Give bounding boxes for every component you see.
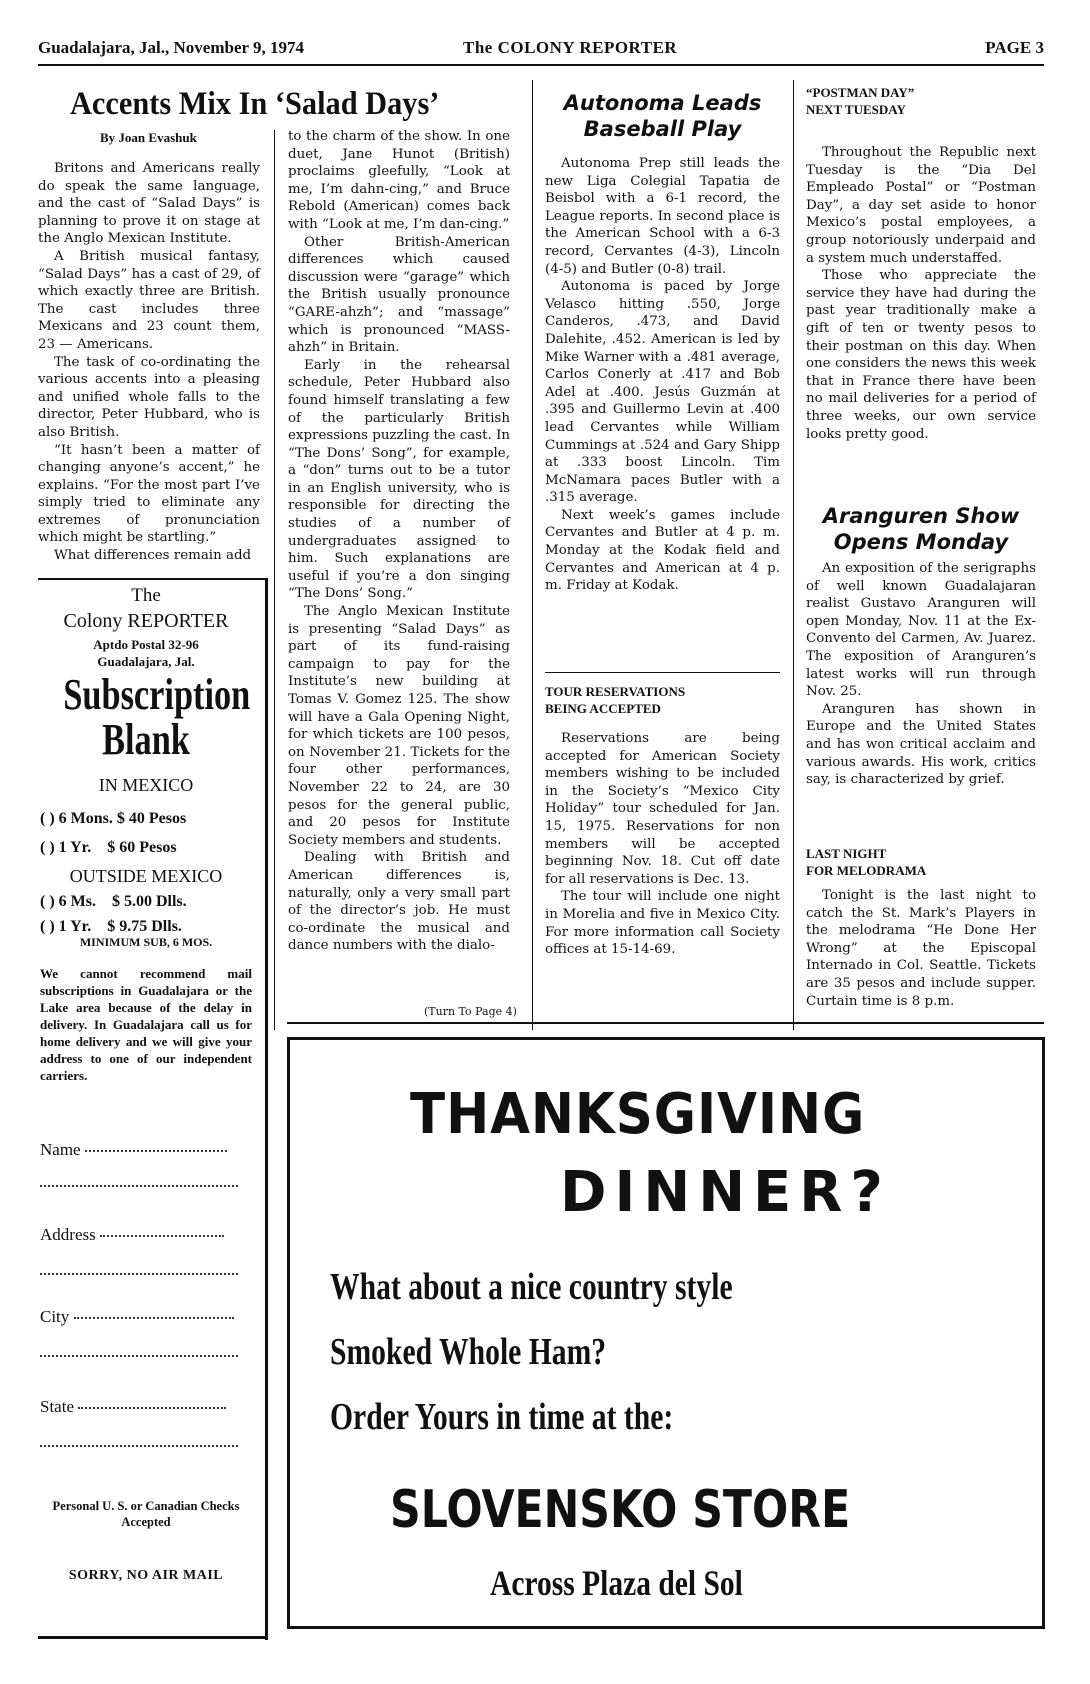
- paragraph: Aranguren has shown in Europe and the United States and has won critical acclaim and various awards. His work, critics say, is characterized by grief.: [806, 701, 1036, 788]
- salad-days-headline: Accents Mix In ‘Salad Days’: [70, 86, 440, 122]
- masthead-rule: [38, 64, 1044, 66]
- paragraph: to the charm of the show. In one duet, Jane Hunot (British) proclaims gleefully, “Look at me, I’m dahn-cing,” and Bruce Rebold (American) comes back with “Look at me, I’m dan-cing.”: [288, 129, 510, 232]
- paragraph: What differences remain add: [54, 548, 252, 564]
- subscription-the: The: [131, 585, 161, 606]
- paragraph: Britons and Americans really do speak the same language, and the cast of “Salad Days” is planning to prove it on stage at the Anglo Mexican Institute.: [38, 161, 260, 247]
- dateline: Guadalajara, Jal., November 9, 1974: [38, 38, 305, 57]
- paragraph: Throughout the Republic next Tuesday is the “Dia Del Empleado Postal” or “Postman Day”, a day set aside to honor Mexico’s postal employees, a group notoriously underpaid and a system much understaffed.: [806, 145, 1036, 266]
- baseball-headline: [540, 90, 785, 142]
- aranguren-headline-line-1: Aranguren Show: [822, 504, 1020, 528]
- paragraph: “It hasn’t been a matter of changing anyone’s accent,” he explains. “For the most part I’ve simply tried to eliminate any extremes of pronunciation which might be startling.”: [38, 442, 260, 546]
- postman-headline: [806, 84, 1036, 118]
- ad-top-rule: [287, 1022, 1044, 1024]
- column-rule-1: [274, 130, 275, 1030]
- city-field[interactable]: [40, 1307, 252, 1327]
- ad-line-thanksgiving: THANKSGIVING: [410, 1082, 866, 1147]
- aranguren-headline: [806, 503, 1036, 555]
- paragraph: The Anglo Mexican Institute is presenting “Salad Days” as part of its fund-raising campaign to pay for the Institute’s new building at Tomas V. Gomez 125. The show will have a Gala Opening Night, for which tickets are 100 pesos, on November 21. Tickets for the four other performances, November 22 to 24, are 30 pesos for the general public, and 20 pesos for Institute Society members and students.: [288, 604, 510, 848]
- subscription-paper-name: Colony REPORTER: [63, 610, 229, 632]
- subscription-title-line-1: Subscription: [63, 670, 251, 719]
- paragraph: Dealing with British and American differences is, naturally, only a very small part of the director’s job. He must co-ordinate the musical and dance numbers with the dialo-: [288, 850, 510, 954]
- paragraph: The task of co-ordinating the various accents into a pleasing and unified whole falls to the director, Peter Hubbard, who is also British.: [38, 354, 260, 440]
- subscription-checks: Personal U. S. or Canadian Checks Accepted: [52, 1499, 240, 1529]
- paragraph: Tonight is the last night to catch the St. Mark’s Players in the melodrama “He Done Her Wrong” at the Episcopal Internado in Col. Seattle. Tickets are 35 pesos and include supper. Curtain time is 8 p.m.: [806, 888, 1036, 1009]
- tour-headline-line-1: TOUR RESERVATIONS: [545, 684, 686, 699]
- city-line-2[interactable]: [40, 1355, 238, 1357]
- city-label: City: [40, 1307, 70, 1326]
- subscription-minimum: MINIMUM SUB, 6 MOS.: [79, 935, 213, 949]
- column-rule-3: [793, 80, 794, 1030]
- salad-days-column-1: [38, 160, 260, 565]
- baseball-article: [545, 155, 780, 595]
- state-label: State: [40, 1397, 74, 1416]
- postman-headline-line-2: NEXT TUESDAY: [806, 102, 906, 117]
- state-field[interactable]: [40, 1397, 252, 1417]
- address-line-2[interactable]: [40, 1273, 238, 1275]
- subscription-blank: [40, 585, 252, 1595]
- subscription-note: We cannot recommend mail subscriptions in Guadalajara or the Lake area because of the delay in delivery. In Guadalajara call us for home delivery and we will give your address to one of our independent carriers.: [40, 966, 252, 1083]
- melodrama-headline: [806, 845, 1036, 879]
- address-field[interactable]: [40, 1225, 252, 1245]
- name-line: [85, 1150, 227, 1152]
- city-line: [74, 1317, 234, 1319]
- baseball-divider: [545, 672, 780, 673]
- masthead: [38, 36, 1044, 62]
- paragraph: A British musical fantasy, “Salad Days” has a cast of 29, of which exactly three are British. The cast includes three Mexicans and 23 count them, 23 — Americans.: [38, 248, 260, 352]
- aranguren-headline-line-2: Opens Monday: [833, 530, 1009, 554]
- subscription-title-line-2: Blank: [102, 715, 190, 764]
- subscription-top-rule: [38, 578, 268, 580]
- newspaper-name: The COLONY REPORTER: [463, 38, 678, 57]
- ad-line-dinner: DINNER?: [560, 1160, 891, 1225]
- address-line: [100, 1235, 224, 1237]
- paragraph: Those who appreciate the service they have had during the past year traditionally make a gift of ten or twenty pesos to their postman on this day. When one considers the news this week that in France there have been no mail deliveries for a period of three weeks, our own service looks pretty good.: [806, 268, 1036, 442]
- tour-headline: [545, 683, 780, 717]
- subscription-bottom-rule: [38, 1636, 268, 1639]
- subscription-outside-mexico: OUTSIDE MEXICO: [69, 866, 223, 886]
- ad-store-name: SLOVENSKO STORE: [390, 1480, 851, 1540]
- name-field[interactable]: [40, 1140, 252, 1160]
- subscription-city-state: Guadalajara, Jal.: [97, 654, 195, 669]
- ad-location: Across Plaza del Sol: [490, 1563, 743, 1603]
- paragraph: Next week’s games include Cervantes and Butler at 4 p. m. Monday at the Kodak field and Cervantes and American at 4 p. m. Friday at Kodak.: [545, 507, 780, 594]
- state-line-2[interactable]: [40, 1445, 238, 1447]
- ad-line-country-style: What about a nice country style: [330, 1266, 733, 1308]
- address-label: Address: [40, 1225, 96, 1244]
- tour-headline-line-2: BEING ACCEPTED: [545, 701, 661, 716]
- tour-article: [545, 730, 780, 959]
- paragraph: The tour will include one night in Morelia and five in Mexico City. For more information call Society offices at 15-14-69.: [545, 889, 780, 958]
- subscription-option-1-yr-pesos[interactable]: ( ) 1 Yr. $ 60 Pesos: [40, 839, 177, 856]
- thanksgiving-advertisement: [287, 1037, 1045, 1629]
- subscription-postal-box: Aptdo Postal 32-96: [93, 637, 199, 652]
- baseball-headline-line-1: Autonoma Leads: [563, 91, 762, 115]
- ad-line-smoked-ham: Smoked Whole Ham?: [330, 1331, 607, 1373]
- page-number: PAGE 3: [985, 38, 1044, 57]
- postman-headline-line-1: “POSTMAN DAY”: [806, 85, 915, 100]
- subscription-option-6-ms-dlls[interactable]: ( ) 6 Ms. $ 5.00 Dlls.: [40, 893, 187, 910]
- salad-days-byline: By Joan Evashuk: [100, 130, 197, 145]
- state-line: [78, 1407, 226, 1409]
- melodrama-headline-line-2: FOR MELODRAMA: [806, 863, 927, 878]
- baseball-headline-line-2: Baseball Play: [583, 117, 742, 141]
- aranguren-article: [806, 560, 1036, 789]
- paragraph: Early in the rehearsal schedule, Peter Hubbard also found himself translating a few of the particularly British expressions puzzling the cast. In “The Dons’ Song”, for example, a “don” turns out to be a tutor in an English university, who is responsible for directing the studies of a number of undergraduates assigned to him. Such explanations are useful if you’re a don singing “The Dons’ Song.”: [288, 357, 510, 602]
- paragraph: Reservations are being accepted for American Society members wishing to be included in the Society’s “Mexico City Holiday” tour scheduled for Jan. 15, 1975. Reservations for non members will be accepted beginning Nov. 18. Cut off date for all reservations is Dec. 13.: [545, 731, 780, 887]
- subscription-option-6-mons[interactable]: ( ) 6 Mons. $ 40 Pesos: [40, 810, 187, 827]
- melodrama-headline-line-1: LAST NIGHT: [806, 846, 887, 861]
- turn-to-page: (Turn To Page 4): [424, 1005, 517, 1018]
- column-rule-2: [532, 80, 533, 1030]
- subscription-in-mexico: IN MEXICO: [98, 775, 194, 795]
- subscription-no-airmail: SORRY, NO AIR MAIL: [68, 1568, 224, 1583]
- name-line-2[interactable]: [40, 1185, 238, 1187]
- paragraph: An exposition of the serigraphs of well known Guadalajaran realist Gustavo Aranguren will open Monday, Nov. 11 at the Ex-Convento del Carmen, Av. Juarez. The exposition of Aranguren’s latest works will run through Nov. 25.: [806, 561, 1036, 700]
- ad-line-order: Order Yours in time at the:: [330, 1396, 674, 1438]
- melodrama-article: [806, 887, 1036, 1010]
- paragraph: Autonoma Prep still leads the new Liga Colegial Tapatia de Beisbol with a 6-1 record, the League reports. In second place is the American School with a 6-3 record, Cervantes (4-3), Lincoln (4-5) and Butler (0-8) trail.: [545, 156, 780, 277]
- salad-days-column-2: [288, 128, 510, 955]
- name-label: Name: [40, 1140, 81, 1159]
- paragraph: Other British-American differences which caused discussion were “garage” which the British usually pronounce “GARE-ahzh”; and “massage” which is pronounced “MASS-ahzh” in Britain.: [288, 234, 510, 356]
- paragraph: Autonoma is paced by Jorge Velasco hitting .550, Jorge Canderos, .473, and David Dalehite, .452. American is led by Mike Warner with a .481 average, Carlos Conerly at .417 and Bob Adel at .400. Jesús Guzmán at .395 and Guillermo Levin at .400 lead Cervantes while William Cummings at .524 and Gary Shipp at .333 boost Lincoln. Tim McNamara paces Butler with a .315 average.: [545, 279, 780, 506]
- subscription-right-rule: [265, 578, 268, 1640]
- subscription-option-1-yr-dlls[interactable]: ( ) 1 Yr. $ 9.75 Dlls.: [40, 918, 182, 935]
- postman-article: [806, 144, 1036, 443]
